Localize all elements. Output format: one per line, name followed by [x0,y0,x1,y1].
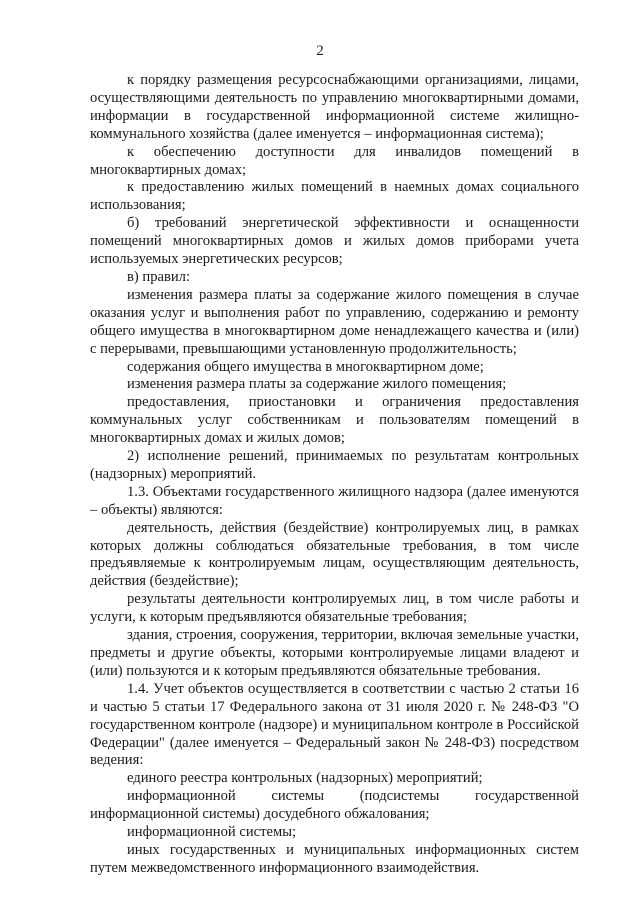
paragraph: изменения размера платы за содержание жилого помещения в случае оказания услуг и выполнения работ по управлению, содержанию и ремонту общего имущества в многоквартирном доме ненадлежащего качества и (или) с перерывами, превышающими установленную продолжительность; [90,286,579,357]
paragraph: единого реестра контрольных (надзорных) мероприятий; [127,770,483,787]
paragraph: здания, строения, сооружения, территории, включая земельные участки, предметы и другие объекты, которыми контролируемые лицами владеют и (или) пользуются и к которым предъявляются обязательные требования. [90,627,579,679]
paragraph: иных государственных и муниципальных информационных систем путем межведомственного информационного взаимодействия. [90,841,579,876]
paragraph: к порядку размещения ресурсоснабжающими организациями, лицами, осуществляющими деятельность по управлению многоквартирными домами, информации в государственной информационной системе жилищно-коммунального хозяйства (далее именуется – информационная система); [90,72,579,142]
paragraph: 1.4. Учет объектов осуществляется в соответствии с частью 2 статьи 16 и частью 5 статьи 17 Федерального закона от 31 июля 2020 г. № 248-ФЗ "О государственном контроле (надзоре) и муниципальном контроле в Российской Федерации" (далее именуется – Федеральный закон № 248-ФЗ) посредством ведения: [90,680,579,769]
paragraph: б) требований энергетической эффективности и оснащенности помещений многоквартирных домов и жилых домов приборами учета используемых энергетических ресурсов; [90,215,579,268]
paragraph: предоставления, приостановки и ограничения предоставления коммунальных услуг собственникам и пользователям помещений в многоквартирных домах и жилых домов; [90,394,579,447]
page-number: 2 [316,43,324,59]
paragraph: 2) исполнение решений, принимаемых по результатам контрольных (надзорных) мероприятий. [90,448,579,482]
document-body [90,72,579,878]
paragraph: информационной системы (подсистемы государственной информационной системы) досудебного обжалования; [90,788,579,823]
paragraph: результаты деятельности контролируемых лиц, в том числе работы и услуги, к которым предъявляются обязательные требования; [90,591,579,626]
paragraph: к предоставлению жилых помещений в наемных домах социального использования; [90,179,579,214]
paragraph: информационной системы; [127,824,297,841]
paragraph: в) правил: [127,268,191,285]
paragraph: деятельность, действия (бездействие) контролируемых лиц, в рамках которых должны соблюдаться обязательные требования, в том числе предъявляемые к контролируемым лицам, осуществляющим деятельность, действия (бездействие); [90,519,579,590]
paragraph: изменения размера платы за содержание жилого помещения; [127,376,507,393]
paragraph: 1.3. Объектами государственного жилищного надзора (далее именуются – объекты) являются: [90,483,579,518]
paragraph: содержания общего имущества в многоквартирном доме; [127,358,484,375]
paragraph: к обеспечению доступности для инвалидов помещений в многоквартирных домах; [90,143,579,178]
